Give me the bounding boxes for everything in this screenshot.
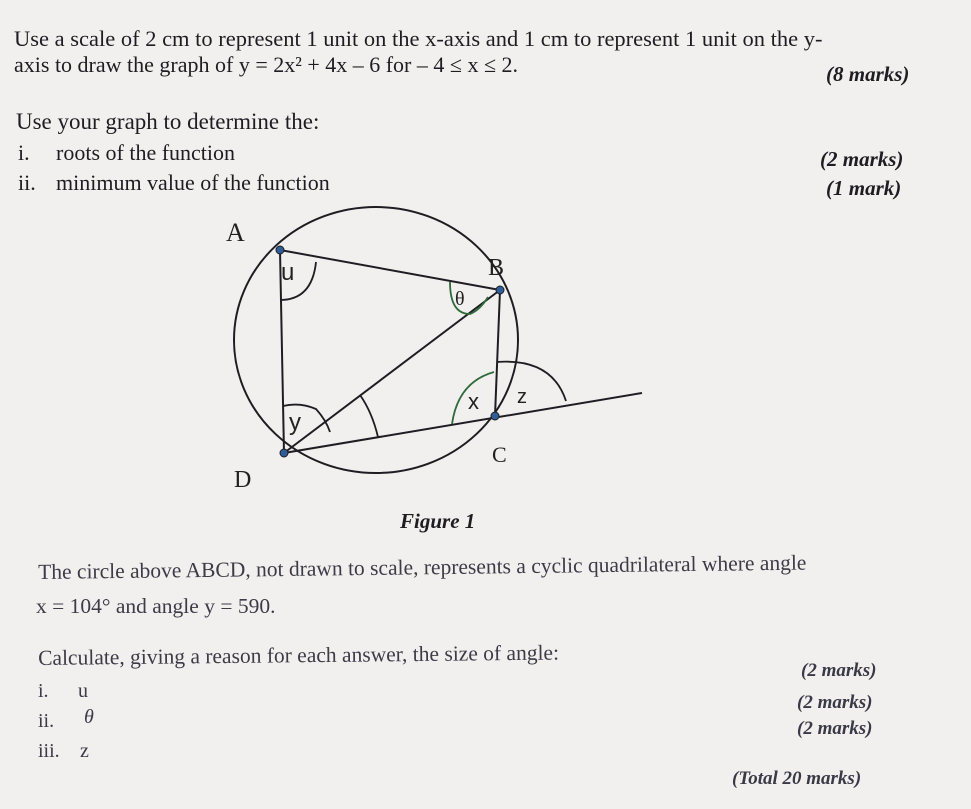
q1-line2: axis to draw the graph of y = 2x² + 4x – 6 for – 4 ≤ x ≤ 2. [14,52,519,77]
q2-part-i-marks: (2 marks) [801,660,877,681]
q1-part-ii-num: ii. [18,170,36,195]
side-ab [280,250,500,290]
q1-instruction: Use your graph to determine the: [16,109,320,134]
q1-part-i-marks: (2 marks) [820,147,904,171]
q1-part-i-num: i. [18,140,30,165]
q2-part-i-text: u [78,680,88,702]
label-u: u [281,259,295,286]
q1-part-ii-text: minimum value of the function [56,170,330,195]
side-bc [495,290,500,416]
q2-part-i-num: i. [38,680,49,702]
circle [234,207,518,473]
angle-arc-z [497,362,566,401]
label-theta: θ [455,288,465,310]
point-a [276,246,284,254]
q2-part-iii-marks: (2 marks) [797,718,873,739]
q2-part-ii-num: ii. [38,710,55,732]
q1-part-i-text: roots of the function [56,140,236,165]
q2-line1: The circle above ABCD, not drawn to scale, represents a cyclic quadrilateral where angle [38,550,807,584]
total-marks: (Total 20 marks) [732,768,862,789]
q2-part-ii-text: θ [84,706,94,728]
label-d: D [234,467,252,493]
label-z: z [517,386,527,408]
label-a: A [226,218,245,247]
label-x: x [468,389,479,414]
q2-part-ii-marks: (2 marks) [797,692,873,713]
point-d [280,449,288,457]
q1-line1: Use a scale of 2 cm to represent 1 unit on the x-axis and 1 cm to represent 1 unit on the y- [14,26,823,51]
label-c: C [492,442,507,467]
figure-caption: Figure 1 [400,509,476,533]
q2-part-iii-num: iii. [38,740,60,762]
q2-instruction: Calculate, giving a reason for each answer, the size of angle: [38,640,560,670]
q2-line2: x = 104° and angle y = 590. [36,594,276,618]
q1-part-ii-marks: (1 mark) [826,176,902,200]
angle-arc-dbd [360,395,378,437]
q1-marks: (8 marks) [826,62,910,86]
label-b: B [488,255,505,281]
point-c [491,412,499,420]
point-b [496,286,504,294]
q2-part-iii-text: z [80,740,89,762]
label-y: y [289,409,301,436]
